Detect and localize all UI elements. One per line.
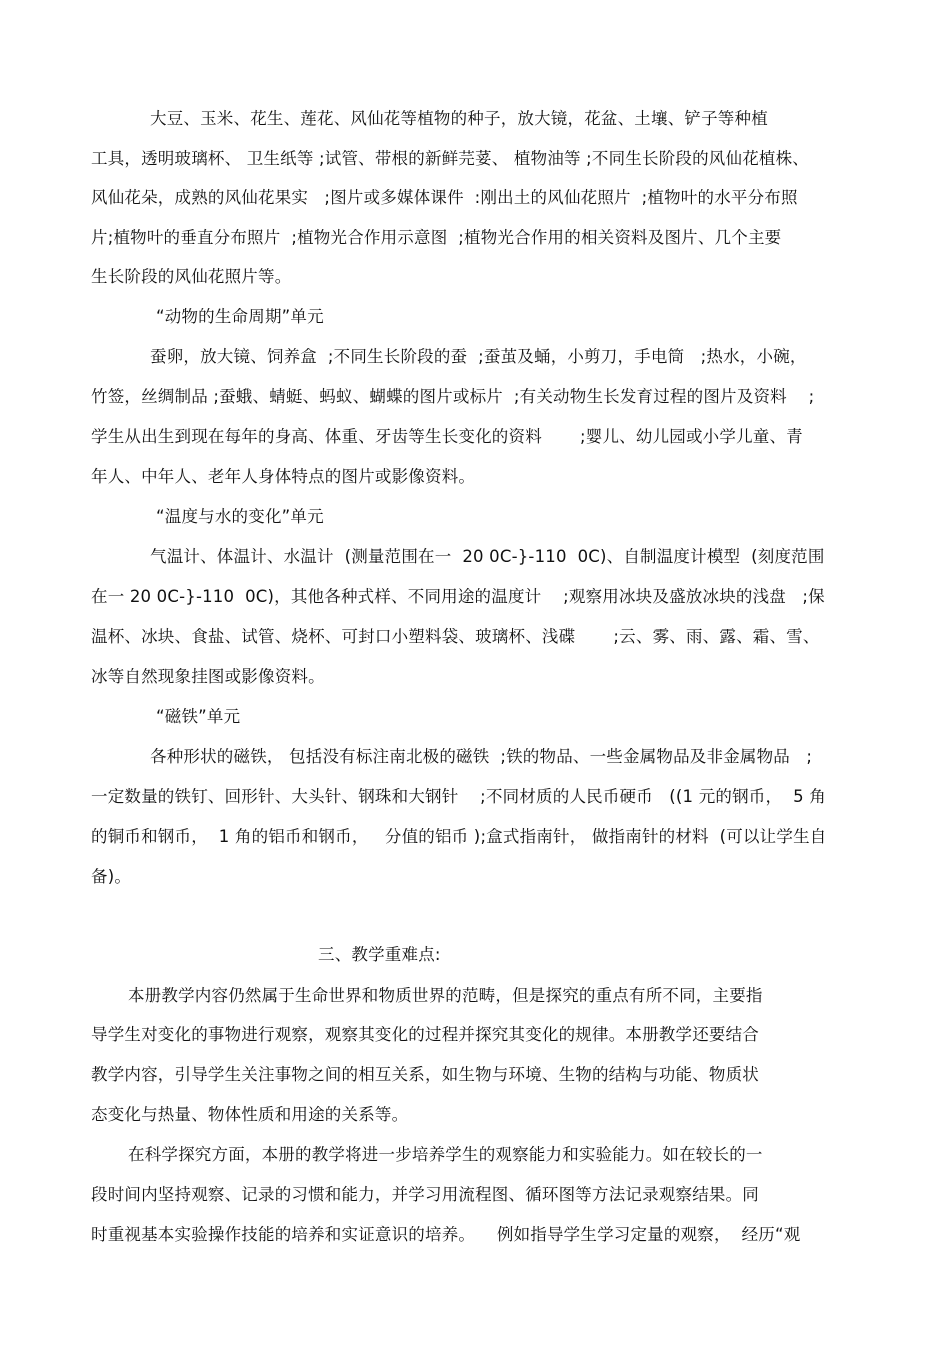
text-line: 工具，透明玻璃杯、 卫生纸等 ;试管、带根的新鲜芫荽、 植物油等 ;不同生长阶段的风仙花植株、 bbox=[91, 149, 809, 168]
text-line: 段时间内坚持观察、记录的习惯和能力，并学习用流程图、循环图等方法记录观察结果。同 bbox=[91, 1185, 759, 1204]
section-heading: “温度与水的变化”单元 bbox=[156, 507, 324, 526]
text-line: 温杯、冰块、食盐、试管、烧杯、可封口小塑料袋、玻璃杯、浅碟 ;云、雾、雨、露、霜、雪、 bbox=[91, 627, 820, 646]
text-line: 教学内容，引导学生关注事物之间的相互关系，如生物与环境、生物的结构与功能、物质状 bbox=[91, 1065, 759, 1084]
text-line: 竹签，丝绸制品 ;蚕蛾、蜻蜓、蚂蚁、蝴蝶的图片或标片 ;有关动物生长发育过程的图片及资料 ; bbox=[91, 387, 815, 406]
text-line: 本册教学内容仍然属于生命世界和物质世界的范畴，但是探究的重点有所不同，主要指 bbox=[128, 986, 763, 1005]
text-line: 备)。 bbox=[91, 867, 132, 886]
text-line: 风仙花朵，成熟的风仙花果实 ;图片或多媒体课件 :刚出土的风仙花照片 ;植物叶的水平分布照 bbox=[91, 188, 798, 207]
text-line: 在科学探究方面，本册的教学将进一步培养学生的观察能力和实验能力。如在较长的一 bbox=[128, 1145, 763, 1164]
text-line: 大豆、玉米、花生、莲花、风仙花等植物的种子，放大镜，花盆、土壤、铲子等种植 bbox=[150, 109, 768, 128]
text-line: 气温计、体温计、水温计 (测量范围在一 20 0C-}-110 0C)、自制温度计模型 (刻度范围 bbox=[150, 547, 825, 566]
text-line: 冰等自然现象挂图或影像资料。 bbox=[91, 667, 325, 686]
section-heading: “磁铁”单元 bbox=[156, 707, 241, 726]
text-line: 各种形状的磁铁， 包括没有标注南北极的磁铁 ;铁的物品、一些金属物品及非金属物品 ; bbox=[150, 747, 813, 766]
text-line: 片;植物叶的垂直分布照片 ;植物光合作用示意图 ;植物光合作用的相关资料及图片、几个主要 bbox=[91, 228, 782, 247]
text-line: 态变化与热量、物体性质和用途的关系等。 bbox=[91, 1105, 409, 1124]
text-line: 时重视基本实验操作技能的培养和实证意识的培养。 例如指导学生学习定量的观察， 经历“观 bbox=[91, 1225, 801, 1244]
section-heading: “动物的生命周期”单元 bbox=[156, 307, 324, 326]
text-line: 生长阶段的风仙花照片等。 bbox=[91, 267, 292, 286]
section-heading: 三、教学重难点: bbox=[318, 945, 441, 964]
text-line: 学生从出生到现在每年的身高、体重、牙齿等生长变化的资料 ;婴儿、幼儿园或小学儿童、青 bbox=[91, 427, 803, 446]
text-line: 蚕卵，放大镜、饲养盒 ;不同生长阶段的蚕 ;蚕茧及蛹，小剪刀，手电筒 ;热水，小碗， bbox=[150, 347, 807, 366]
text-line: 的铜币和钢币， 1 角的铝币和钢币， 分值的铝币 );盒式指南针， 做指南针的材料 (可以让学生自 bbox=[91, 827, 827, 846]
text-line: 在一 20 0C-}-110 0C)，其他各种式样、不同用途的温度计 ;观察用冰块及盛放冰块的浅盘 ;保 bbox=[91, 587, 825, 606]
text-line: 一定数量的铁钉、回形针、大头针、钢珠和大钢针 ;不同材质的人民币硬币 ((1 元的钢币， 5 角 bbox=[91, 787, 826, 806]
text-line: 导学生对变化的事物进行观察，观察其变化的过程并探究其变化的规律。本册教学还要结合 bbox=[91, 1025, 759, 1044]
text-line: 年人、中年人、老年人身体特点的图片或影像资料。 bbox=[91, 467, 476, 486]
